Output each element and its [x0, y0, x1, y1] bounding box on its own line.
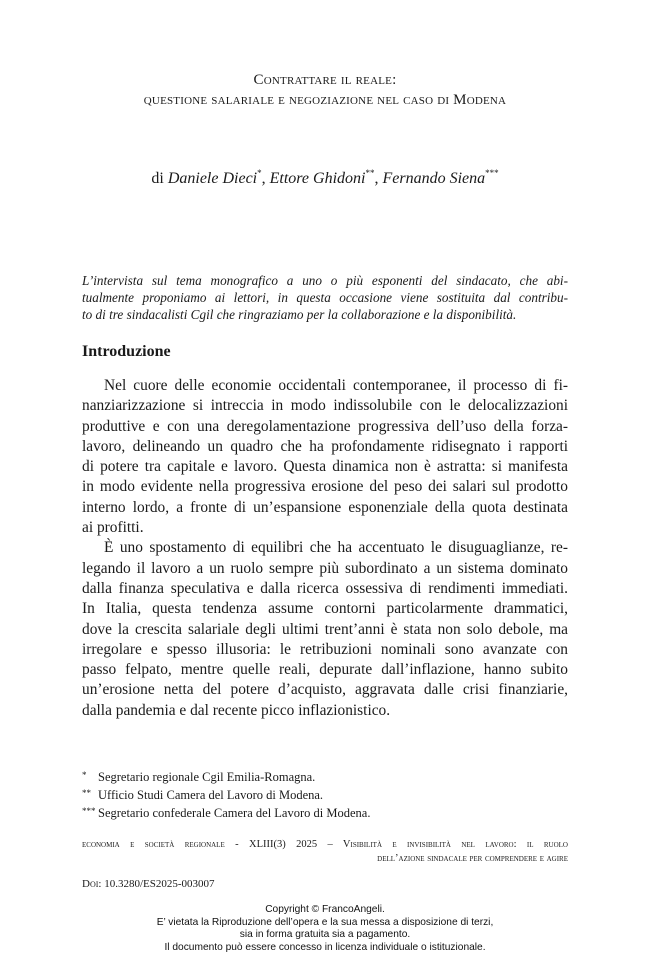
body-line: irregolare e spesso illusoria: le retribuzioni nominali sono avanzate con	[82, 640, 568, 658]
abstract-line: L’intervista sul tema monografico a uno o più esponenti del sindacato, che abi-	[82, 273, 568, 288]
author-byline: di Daniele Dieci*, Ettore Ghidoni**, Fernando Siena***	[151, 168, 499, 187]
body-line: dalla finanza speculativa e dalla ricerca ossessiva di rendimenti immediati.	[82, 579, 568, 597]
footnote-text: Segretario regionale Cgil Emilia-Romagna.	[98, 770, 316, 784]
footnote-mark: **	[82, 788, 91, 798]
copyright-notice	[0, 904, 650, 954]
abstract	[82, 272, 568, 323]
body-line: In Italia, questa tendenza assume contorni particolarmente drammatici,	[82, 600, 568, 618]
body-line: ai profitti.	[82, 519, 144, 537]
footnote-text: Segretario confederale Camera del Lavoro di Modena.	[98, 806, 371, 820]
author-name: Fernando Siena	[382, 170, 486, 187]
copyright-line: sia in forma gratuita sia a pagamento.	[239, 929, 411, 941]
footnote-mark: ***	[82, 806, 96, 816]
copyright-line: Il documento può essere concesso in licenza individuale o istituzionale.	[164, 941, 486, 953]
footnote	[82, 803, 568, 821]
body-line: passo felpato, mentre quelle reali, depurate dall’inflazione, hanno subito	[82, 661, 568, 679]
body-line: un’erosione netta del potere d’acquisto, aggravata dalle crisi finanziarie,	[82, 681, 568, 699]
body-line: di potere tra capitale e lavoro. Questa dinamica non è astratta: si manifesta	[82, 458, 568, 476]
footnote-text: Ufficio Studi Camera del Lavoro di Modena.	[98, 788, 324, 802]
footnotes	[82, 767, 568, 821]
author-name: Ettore Ghidoni	[269, 170, 366, 187]
abstract-line: to di tre sindacalisti Cgil che ringraziamo per la collaborazione e la disponibilità.	[82, 307, 517, 322]
body-line: in modo evidente nella progressiva erosione del peso dei salari sul prodotto	[82, 478, 568, 496]
author-name: Daniele Dieci	[167, 170, 258, 187]
body-line: dove la crescita salariale degli ultimi trent’anni è stata non solo debole, ma	[82, 620, 568, 638]
body-line: lavoro, delineando un quadro che ha profondamente ridisegnato i rapporti	[82, 437, 568, 455]
footnote	[82, 767, 568, 785]
body-line: Nel cuore delle economie occidentali contemporanee, il processo di fi-	[104, 377, 568, 394]
footnote-mark: *	[82, 770, 87, 780]
section-heading: Introduzione	[82, 343, 171, 360]
footnote-mark: *	[257, 168, 262, 178]
article-title-line-1: Contrattare il reale:	[253, 72, 397, 88]
body-line: È uno spostamento di equilibri che ha accentuato le disuguaglianze, re-	[104, 539, 568, 557]
byline-prefix: di	[151, 170, 164, 187]
body-line: nanziarizzazione si intreccia in modo indissolubile con le delocalizzazioni	[82, 397, 568, 415]
body-line: produttive e con una deregolamentazione progressiva dell’uso della forza-	[82, 417, 568, 435]
footnote-mark: **	[365, 168, 375, 178]
article-title-line-2: questione salariale e negoziazione nel caso di Modena	[143, 92, 507, 108]
body-line: dalla pandemia e dal recente picco inflazionistico.	[82, 701, 391, 719]
journal-line-2: dell’azione sindacale per comprendere e agire	[377, 853, 568, 864]
article-title	[0, 70, 650, 110]
copyright-line: Copyright © FrancoAngeli.	[265, 904, 385, 915]
copyright-line: E’ vietata la Riproduzione dell’opera e la sua messa a disposizione di terzi,	[156, 916, 494, 928]
body-line: legando il lavoro a un ruolo sempre più subordinato a un sistema dominato	[82, 559, 568, 577]
footnote-mark: ***	[485, 168, 499, 178]
abstract-line: tualmente proponiamo ai lettori, in questa occasione viene sostituita dal contribu-	[82, 290, 568, 305]
doi: Doi: 10.3280/ES2025-003007	[82, 878, 215, 890]
journal-running-footer	[82, 838, 568, 866]
body-text	[82, 376, 568, 721]
footnote	[82, 785, 568, 803]
body-line: interno lordo, a fronte di un’espansione esponenziale della quota destinata	[82, 498, 568, 516]
journal-line-1: economia e società regionale - XLIII(3) 2025 – Visibilità e invisibilità nel lavoro: il ruolo	[82, 839, 568, 850]
